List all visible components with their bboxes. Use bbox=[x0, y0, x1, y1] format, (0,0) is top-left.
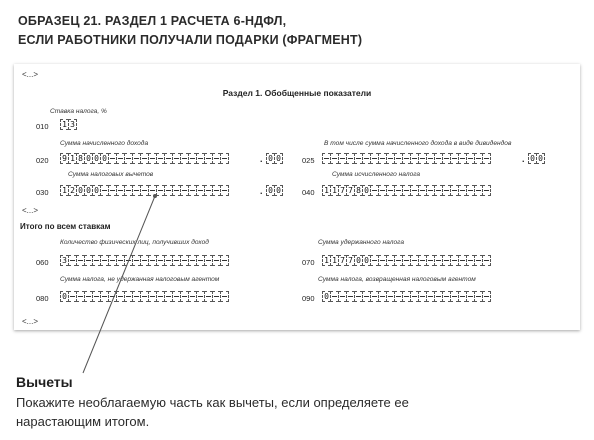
code-080: 080 bbox=[36, 294, 49, 303]
code-060: 060 bbox=[36, 258, 49, 267]
digit-cell: 1 bbox=[68, 153, 77, 164]
digit-cell: 0 bbox=[528, 153, 537, 164]
ellipsis-middle: <...> bbox=[22, 206, 39, 215]
digit-cell: 3 bbox=[60, 255, 69, 266]
label-030: Сумма налоговых вычетов bbox=[68, 171, 154, 178]
digit-cell: 0 bbox=[92, 185, 101, 196]
digit-cell: 9 bbox=[60, 153, 69, 164]
code-070: 070 bbox=[302, 258, 315, 267]
digit-cell: 0 bbox=[362, 255, 371, 266]
callout-text: Покажите необлагаемую часть как вычеты, если определяете ее нарастающим итогом. bbox=[16, 395, 409, 429]
code-020: 020 bbox=[36, 156, 49, 165]
label-040: Сумма исчисленного налога bbox=[332, 171, 421, 178]
title-line-1: ОБРАЗЕЦ 21. РАЗДЕЛ 1 РАСЧЕТА 6-НДФЛ, bbox=[18, 14, 287, 28]
digit-cell: 1 bbox=[330, 185, 339, 196]
label-020: Сумма начисленного дохода bbox=[60, 140, 149, 147]
label-080: Сумма налога, не удержанная налоговым агентом bbox=[60, 276, 220, 283]
digit-cell: 0 bbox=[354, 255, 363, 266]
digit-cell: 0 bbox=[100, 153, 109, 164]
digit-cell: 7 bbox=[338, 255, 347, 266]
digit-cell: 1 bbox=[322, 255, 331, 266]
digit-cell: 0 bbox=[84, 185, 93, 196]
code-040: 040 bbox=[302, 188, 315, 197]
label-025: В том числе сумма начисленного дохода в виде дивидендов bbox=[324, 140, 512, 147]
digit-cell: 0 bbox=[536, 153, 545, 164]
callout-title: Вычеты bbox=[16, 374, 73, 390]
digit-cell: 1 bbox=[60, 185, 69, 196]
digit-cell: 1 bbox=[60, 119, 69, 130]
decimal-dot-030: . bbox=[260, 186, 263, 196]
code-025: 025 bbox=[302, 156, 315, 165]
digit-cell: 0 bbox=[266, 153, 275, 164]
ellipsis-top: <...> bbox=[22, 70, 39, 79]
code-010: 010 bbox=[36, 122, 49, 131]
digit-cell: 0 bbox=[274, 185, 283, 196]
ellipsis-bottom: <...> bbox=[22, 317, 39, 326]
digit-cell: 7 bbox=[346, 255, 355, 266]
digit-cell: 3 bbox=[68, 119, 77, 130]
digit-cell: 0 bbox=[322, 291, 331, 302]
digit-cell: 0 bbox=[274, 153, 283, 164]
section-title: Раздел 1. Обобщенные показатели bbox=[222, 88, 372, 98]
digit-cell: 7 bbox=[346, 185, 355, 196]
digit-cell: 0 bbox=[60, 291, 69, 302]
digit-cell: 0 bbox=[92, 153, 101, 164]
digit-cell: 1 bbox=[322, 185, 331, 196]
label-060: Количество физических лиц, получивших доход bbox=[60, 239, 209, 246]
digit-cell: 0 bbox=[76, 185, 85, 196]
label-010: Ставка налога, % bbox=[50, 108, 107, 115]
title-line-2: ЕСЛИ РАБОТНИКИ ПОЛУЧАЛИ ПОДАРКИ (ФРАГМЕНТ) bbox=[18, 33, 363, 47]
digit-cell: 7 bbox=[338, 185, 347, 196]
digit-cell: 0 bbox=[266, 185, 275, 196]
code-030: 030 bbox=[36, 188, 49, 197]
callout-line bbox=[83, 196, 155, 373]
digit-cell: 0 bbox=[84, 153, 93, 164]
digit-cell: 2 bbox=[68, 185, 77, 196]
code-090: 090 bbox=[302, 294, 315, 303]
callout-dot bbox=[153, 194, 157, 198]
label-070: Сумма удержанного налога bbox=[318, 239, 404, 246]
digit-cell: 8 bbox=[354, 185, 363, 196]
subsection-title: Итого по всем ставкам bbox=[20, 222, 111, 231]
label-090: Сумма налога, возвращенная налоговым агентом bbox=[318, 276, 476, 283]
decimal-dot-025: . bbox=[522, 154, 525, 164]
digit-cell: 8 bbox=[76, 153, 85, 164]
digit-cell: 0 bbox=[362, 185, 371, 196]
digit-cell: 1 bbox=[330, 255, 339, 266]
decimal-dot-020: . bbox=[260, 154, 263, 164]
